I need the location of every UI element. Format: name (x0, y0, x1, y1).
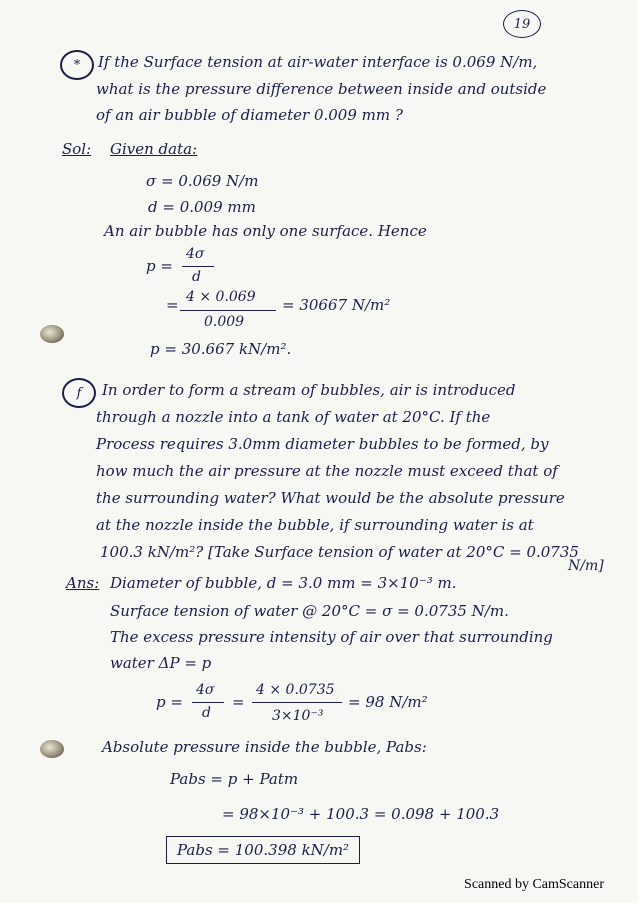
answer-label: Ans: (66, 574, 100, 592)
excess-pressure-line-1: The excess pressure intensity of air over that surrounding (110, 628, 553, 646)
bubble-surface-statement: An air bubble has only one surface. Hence (104, 222, 427, 240)
p-calc-equals: = (166, 296, 179, 314)
p2-denominator-1: d (202, 705, 211, 721)
p-calc-fraction-bar (180, 310, 276, 311)
p2-denominator-2: 3×10⁻³ (272, 708, 324, 724)
punch-hole-bottom (40, 740, 64, 758)
p2-numerator-1: 4σ (196, 682, 215, 698)
question-1-line-3: of an air bubble of diameter 0.009 mm ? (96, 106, 403, 124)
surface-tension-line: Surface tension of water @ 20°C = σ = 0.0735 N/m. (110, 602, 509, 620)
excess-pressure-line-2: water ΔP = p (110, 654, 212, 672)
given-data-heading: Given data: (110, 140, 198, 158)
question-2-line-7: 100.3 kN/m²? [Take Surface tension of water at 20°C = 0.0735 (100, 543, 579, 561)
p2-fraction-bar-1 (192, 702, 224, 703)
question-2-line-1: In order to form a stream of bubbles, air is introduced (102, 381, 516, 399)
page-number: 19 (503, 10, 541, 38)
p2-lhs: p = (156, 693, 183, 711)
question-2-line-3: Process requires 3.0mm diameter bubbles to be formed, by (96, 435, 549, 453)
question-2-line-2: through a nozzle into a tank of water at 20°C. If the (96, 408, 491, 426)
diameter-value: d = 0.009 mm (148, 198, 256, 216)
question-1-bullet: * (60, 50, 94, 80)
question-2-line-7-unit: N/m] (568, 558, 604, 574)
pabs-formula: Pabs = p + Patm (170, 770, 299, 788)
p-final-result: p = 30.667 kN/m². (150, 340, 292, 358)
p2-numerator-2: 4 × 0.0735 (256, 682, 335, 698)
question-1-line-2: what is the pressure difference between inside and outside (96, 80, 547, 98)
absolute-pressure-heading: Absolute pressure inside the bubble, Pabs: (102, 738, 427, 756)
p-calc-denominator: 0.009 (204, 314, 245, 330)
solution-label: Sol: (62, 140, 92, 158)
p-formula-numerator: 4σ (186, 246, 205, 262)
question-2-line-5: the surrounding water? What would be the absolute pressure (96, 489, 565, 507)
p2-fraction-bar-2 (252, 702, 342, 703)
p-calc-numerator: 4 × 0.069 (186, 289, 256, 305)
p2-equals: = (232, 693, 245, 711)
bubble-diameter-line: Diameter of bubble, d = 3.0 mm = 3×10⁻³ m. (110, 574, 457, 592)
p-calc-result: = 30667 N/m² (282, 296, 391, 314)
sigma-value: σ = 0.069 N/m (146, 172, 259, 190)
p-formula-denominator: d (192, 269, 201, 285)
scanner-watermark: Scanned by CamScanner (464, 877, 604, 892)
question-1-line-1: If the Surface tension at air-water interface is 0.069 N/m, (98, 53, 538, 71)
pabs-final-result: Pabs = 100.398 kN/m² (166, 836, 360, 864)
p-formula-lhs: p = (146, 257, 173, 275)
p-formula-fraction-bar (182, 266, 214, 267)
question-2-bullet: f (62, 378, 96, 408)
punch-hole-top (40, 325, 64, 343)
p2-result: = 98 N/m² (348, 693, 428, 711)
question-2-line-6: at the nozzle inside the bubble, if surrounding water is at (96, 516, 534, 534)
pabs-calculation: = 98×10⁻³ + 100.3 = 0.098 + 100.3 (222, 805, 500, 823)
question-2-line-4: how much the air pressure at the nozzle must exceed that of (96, 462, 558, 480)
